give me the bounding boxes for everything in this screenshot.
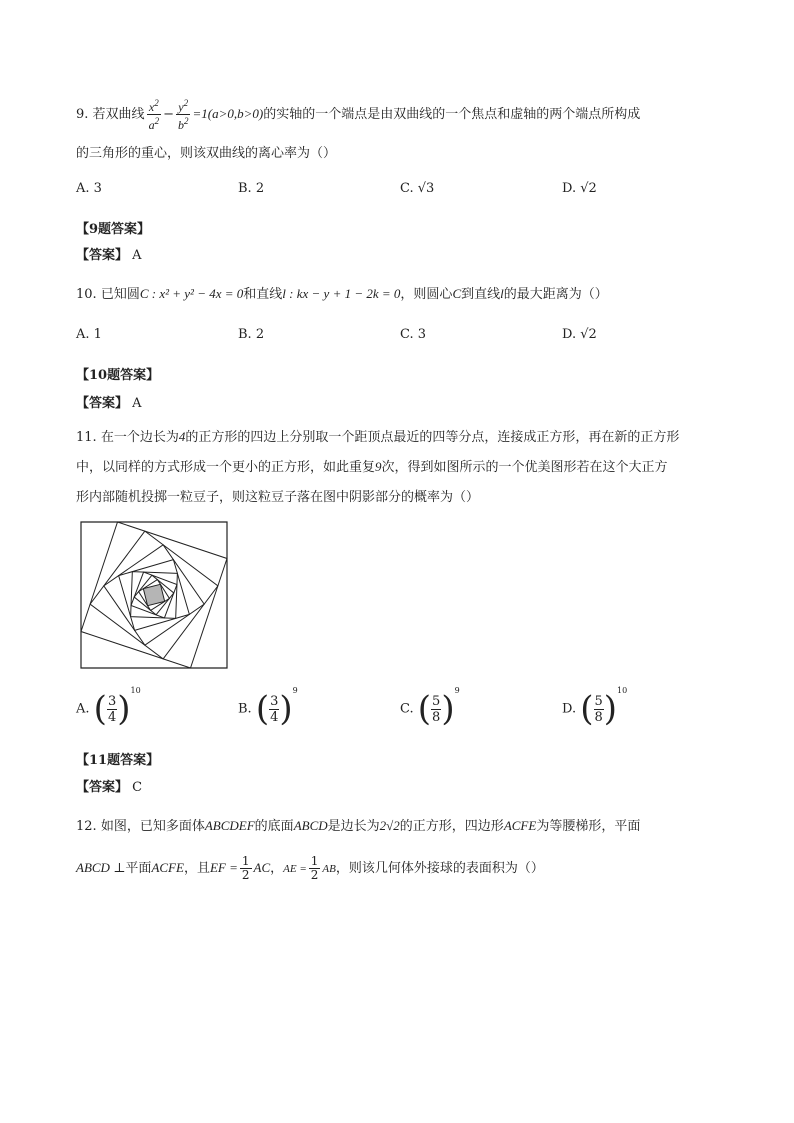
- shaded-square: [143, 584, 164, 605]
- q11-answer-value: C: [132, 780, 143, 795]
- q9-line1: 9. 若双曲线 $\frac{x^2}{a^2}$ − $\frac{y^2}{b^2}$ =1(a>0,b>0)的实轴的一个端点是由双曲线的一个焦点和虚轴的两个端点所构成: [76, 98, 641, 132]
- q9-answer-header: 【9题答案】: [76, 222, 151, 237]
- q11-option-d[interactable]: D. ( $\frac{5}{8}$ )$^{10}$: [562, 686, 628, 729]
- q12-frac-half-1: $\frac{1}{2}$: [241, 854, 250, 882]
- q11-option-a[interactable]: A. ( $\frac{3}{4}$ )$^{10}$: [76, 686, 141, 729]
- q12-frac-half-2: $\frac{1}{2}$: [310, 854, 319, 882]
- q10-number: 10.: [76, 287, 97, 302]
- q10-line-equation: l : kx − y + 1 − 2k = 0: [282, 286, 401, 301]
- q9-frac-x: $\frac{x^2}{a^2}$: [148, 98, 160, 132]
- q9-option-c[interactable]: C. √3: [400, 181, 435, 196]
- q10-option-a[interactable]: A. 1: [76, 327, 102, 342]
- q9-answer-value: A: [132, 248, 142, 263]
- q9-frac-y: $\frac{y^2}{b^2}$: [177, 98, 189, 132]
- q11-line2: 中，以同样的方式形成一个更小的正方形，如此重复9次，得到如图所示的一个优美图形若在这个大正方: [76, 459, 668, 475]
- q10-line1: 10. 已知圆C : x² + y² − 4x = 0和直线l : kx − y + 1 − 2k = 0，则圆心C到直线l的最大距离为（）: [76, 286, 608, 302]
- q9-line2: 的三角形的重心，则该双曲线的离心率为（）: [76, 146, 337, 161]
- q12-line1: 12. 如图，已知多面体ABCDEF的底面ABCD是边长为2√2的正方形，四边形ACFE为等腰梯形，平面: [76, 818, 641, 834]
- q10-circle-equation: C : x² + y² − 4x = 0: [139, 286, 244, 301]
- q11-number: 11.: [76, 430, 97, 445]
- q10-options: [76, 327, 716, 349]
- q9-equation-condition: =1(a>0,b>0): [192, 106, 264, 121]
- nested-squares-figure: [80, 521, 228, 669]
- q10-option-c[interactable]: C. 3: [400, 327, 427, 342]
- q11-answer: 【答案】 C: [76, 780, 143, 795]
- q10-option-d[interactable]: D. √2: [562, 327, 597, 342]
- q11-line1: 11. 在一个边长为4的正方形的四边上分别取一个距顶点最近的四等分点，连接成正方形，再在新的正方形: [76, 429, 680, 445]
- q10-answer: 【答案】 A: [76, 396, 142, 411]
- q9-option-b[interactable]: B. 2: [238, 181, 265, 196]
- q12-side-length: 2√2: [379, 818, 400, 833]
- q11-options: [76, 686, 716, 736]
- q9-text-post: 的实轴的一个端点是由双曲线的一个焦点和虚轴的两个端点所构成: [263, 107, 641, 122]
- q9-options: [76, 181, 716, 203]
- q11-line3: 形内部随机投掷一粒豆子，则这粒豆子落在图中阴影部分的概率为（）: [76, 490, 480, 505]
- q12-number: 12.: [76, 819, 97, 834]
- q9-option-d[interactable]: D. √2: [562, 181, 597, 196]
- q9-answer: 【答案】 A: [76, 248, 142, 263]
- q11-answer-header: 【11题答案】: [76, 753, 160, 768]
- nested-squares: [81, 522, 227, 668]
- q11-option-c[interactable]: C. ( $\frac{5}{8}$ )$^9$: [400, 686, 460, 729]
- q9-option-a[interactable]: A. 3: [76, 181, 102, 196]
- q11-option-b[interactable]: B. ( $\frac{3}{4}$ )$^9$: [238, 686, 298, 729]
- q10-answer-header: 【10题答案】: [76, 368, 160, 383]
- q9-text-pre: 若双曲线: [92, 107, 145, 122]
- q12-line2: ABCD ⊥平面ACFE，且EF = $\frac{1}{2}$ AC，AE = $\frac{1}{2}$ AB，则该几何体外接球的表面积为（）: [76, 854, 544, 882]
- q10-answer-value: A: [132, 396, 142, 411]
- q9-number: 9.: [76, 107, 89, 122]
- q10-option-b[interactable]: B. 2: [238, 327, 265, 342]
